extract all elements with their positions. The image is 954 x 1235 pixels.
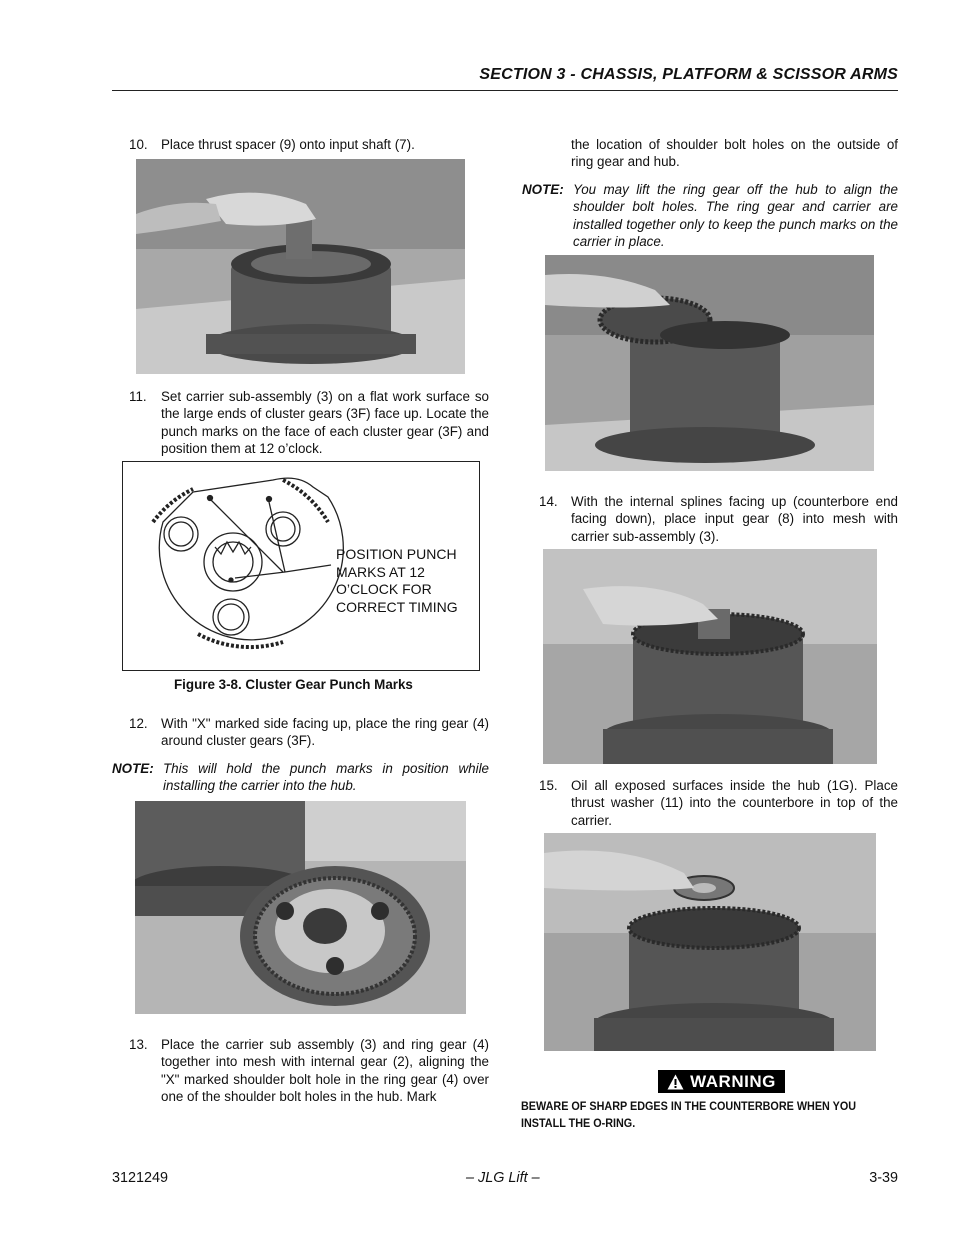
step-text: Oil all exposed surfaces inside the hub (1G). Place thrust washer (11) into the counterbore in top of the carrier. bbox=[571, 778, 898, 828]
step-14 bbox=[539, 493, 898, 547]
callout-line: O’CLOCK FOR bbox=[336, 581, 432, 597]
step-number: 13. bbox=[129, 1037, 148, 1052]
step-text: Place the carrier sub assembly (3) and ring gear (4) together into mesh with internal gear (2), aligning the "X" marked shoulder bolt hole in the ring gear (4) over one of the shoulder bolt holes in the hub. Mark bbox=[161, 1037, 489, 1104]
figure-caption: Figure 3-8. Cluster Gear Punch Marks bbox=[174, 677, 413, 692]
warning-label: WARNING bbox=[690, 1071, 776, 1091]
note-label: NOTE: bbox=[112, 761, 154, 776]
photo-input-gear bbox=[543, 549, 877, 764]
note-1 bbox=[112, 760, 489, 796]
section-title: SECTION 3 - CHASSIS, PLATFORM & SCISSOR ARMS bbox=[479, 66, 898, 83]
footer-center: – JLG Lift – bbox=[466, 1170, 540, 1186]
step-number: 12. bbox=[129, 716, 148, 731]
step-15 bbox=[539, 777, 898, 831]
step-text: With the internal splines facing up (counterbore end facing down), place input gear (8) into mesh with carrier sub-assembly (3). bbox=[571, 494, 898, 544]
photo-thrust-spacer bbox=[136, 159, 465, 374]
warning-text: BEWARE OF SHARP EDGES IN THE COUNTERBORE WHEN YOU INSTALL THE O-RING. bbox=[521, 1099, 857, 1130]
step-text: With "X" marked side facing up, place the ring gear (4) around cluster gears (3F). bbox=[161, 716, 489, 749]
doc-number: 3121249 bbox=[112, 1170, 169, 1186]
step-number: 11. bbox=[129, 389, 147, 404]
note-2 bbox=[522, 181, 898, 251]
photo-thrust-washer bbox=[544, 833, 876, 1051]
callout-line: POSITION PUNCH bbox=[336, 546, 457, 562]
step-11 bbox=[129, 388, 489, 458]
step-13 bbox=[129, 1036, 489, 1106]
header-rule bbox=[112, 90, 898, 91]
note-text: You may lift the ring gear off the hub to align the shoulder bolt holes. The ring gear and carrier are installed together only to keep the punch marks on the carrier in place. bbox=[573, 182, 898, 249]
warning-badge bbox=[658, 1070, 785, 1093]
warning-triangle-icon bbox=[667, 1074, 684, 1090]
callout-line: CORRECT TIMING bbox=[336, 598, 458, 615]
step-number: 15. bbox=[539, 778, 558, 793]
photo-ring-gear bbox=[135, 801, 466, 1014]
step-number: 10. bbox=[129, 137, 148, 152]
figure-cluster-gear bbox=[122, 461, 480, 671]
step-10 bbox=[129, 136, 489, 154]
step-number: 14. bbox=[539, 494, 558, 509]
step-text: Place thrust spacer (9) onto input shaft (7). bbox=[161, 137, 415, 152]
callout-line: MARKS AT 12 bbox=[336, 563, 425, 580]
step-13-continued: the location of shoulder bolt holes on the outside of ring gear and hub. bbox=[571, 137, 898, 170]
step-12 bbox=[129, 715, 489, 751]
figure-callout bbox=[336, 546, 458, 616]
photo-lift-ring-gear bbox=[545, 255, 874, 471]
step-text: Set carrier sub-assembly (3) on a flat work surface so the large ends of cluster gears (3F) face up. Locate the punch marks on the face of each cluster gear (3F) and position them at 12 o’clock. bbox=[161, 389, 489, 456]
note-label: NOTE: bbox=[522, 182, 564, 197]
page-number: 3-39 bbox=[869, 1170, 898, 1186]
note-text: This will hold the punch marks in position while installing the carrier into the hub. bbox=[163, 761, 489, 794]
